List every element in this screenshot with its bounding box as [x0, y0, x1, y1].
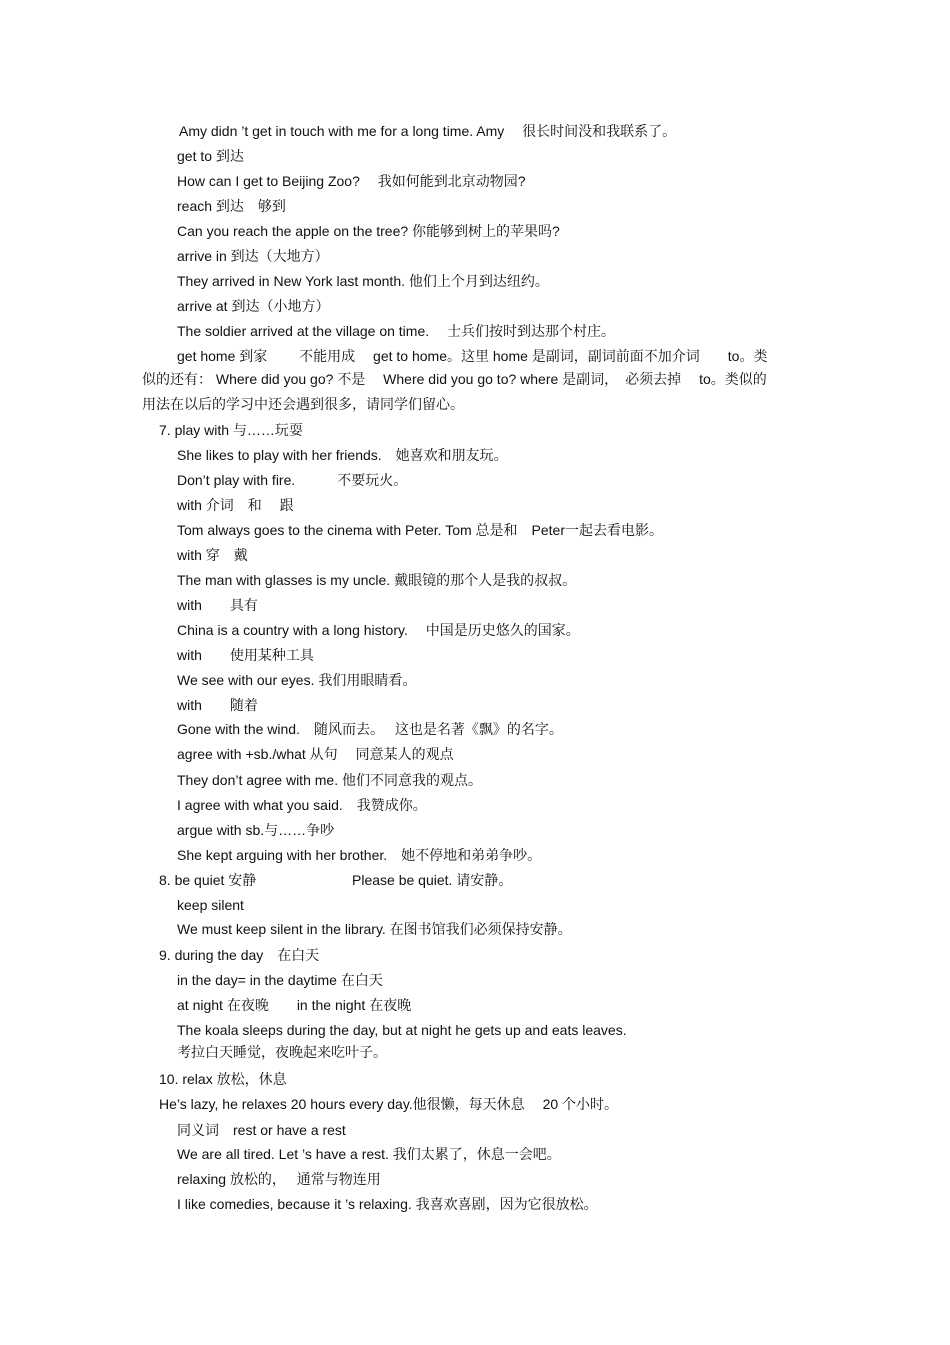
text-line: They don’t agree with me. 他们不同意我的观点。: [177, 772, 482, 788]
text-line: get to 到达: [177, 148, 244, 164]
section-heading: 9. during the day 在白天: [159, 947, 320, 963]
section-heading: 8. be quiet 安静: [159, 872, 257, 888]
text-line: We are all tired. Let ’s have a rest. 我们太累了，休息一会吧。: [177, 1146, 561, 1162]
text-line: 同义词 rest or have a rest: [177, 1122, 346, 1138]
text-line: How can I get to Beijing Zoo? 我如何能到北京动物园?: [177, 173, 526, 189]
text-line: Gone with the wind. 随风而去。 这也是名著《飘》的名字。: [177, 721, 563, 737]
text-line: with 随着: [177, 697, 258, 713]
text-line: in the day= in the daytime 在白天: [177, 972, 383, 988]
text-line: The koala sleeps during the day, but at night he gets up and eats leaves.: [177, 1022, 627, 1038]
text-line: with 穿 戴: [177, 547, 248, 563]
text-line: The man with glasses is my uncle. 戴眼镜的那个人是我的叔叔。: [177, 572, 577, 588]
text-line: We must keep silent in the library. 在图书馆我们必须保持安静。: [177, 921, 572, 937]
text-line: Tom always goes to the cinema with Peter. Tom 总是和 Peter一起去看电影。: [177, 522, 664, 538]
text-line: I like comedies, because it ’s relaxing. 我喜欢喜剧，因为它很放松。: [177, 1196, 598, 1212]
text-line: arrive at 到达（小地方）: [177, 298, 330, 314]
text-line: reach 到达 够到: [177, 198, 286, 214]
text-line: at night 在夜晚 in the night 在夜晚: [177, 997, 412, 1013]
text-line: with 具有: [177, 597, 258, 613]
text-line: She kept arguing with her brother. 她不停地和弟弟争吵。: [177, 847, 542, 863]
text-line: They arrived in New York last month. 他们上个月到达纽约。: [177, 273, 549, 289]
text-line: 用法在以后的学习中还会遇到很多，请同学们留心。: [142, 396, 464, 412]
text-line: Amy didn ’t get in touch with me for a long time. Amy 很长时间没和我联系了。: [179, 123, 677, 139]
section-heading: 7. play with 与……玩耍: [159, 422, 303, 438]
text-line: Can you reach the apple on the tree? 你能够到树上的苹果吗?: [177, 223, 560, 239]
text-line: I agree with what you said. 我赞成你。: [177, 797, 427, 813]
text-line: 考拉白天睡觉，夜晚起来吃叶子。: [177, 1044, 387, 1060]
text-line: China is a country with a long history. 中国是历史悠久的国家。: [177, 622, 580, 638]
text-line: keep silent: [177, 897, 244, 913]
text-line: agree with +sb./what 从句 同意某人的观点: [177, 746, 454, 762]
text-line: argue with sb.与……争吵: [177, 822, 335, 838]
text-line: The soldier arrived at the village on time. 士兵们按时到达那个村庄。: [177, 323, 616, 339]
text-line: with 介词 和 跟: [177, 497, 294, 513]
text-line: get home 到家 不能用成 get to home。这里 home 是副词，副词前面不加介词 to。类: [177, 348, 768, 364]
text-line: We see with our eyes. 我们用眼睛看。: [177, 672, 417, 688]
text-line: Don’t play with fire. 不要玩火。: [177, 472, 408, 488]
text-line: He’s lazy, he relaxes 20 hours every day.他很懒，每天休息 20 个小时。: [159, 1096, 619, 1112]
text-line: Please be quiet. 请安静。: [352, 872, 513, 888]
text-line: with 使用某种工具: [177, 647, 314, 663]
text-line: She likes to play with her friends. 她喜欢和朋友玩。: [177, 447, 508, 463]
text-line: 似的还有： Where did you go? 不是 Where did you go to? where 是副词， 必须去掉 to。类似的: [142, 371, 767, 387]
text-line: relaxing 放松的， 通常与物连用: [177, 1171, 381, 1187]
text-line: arrive in 到达（大地方）: [177, 248, 329, 264]
section-heading: 10. relax 放松，休息: [159, 1071, 287, 1087]
